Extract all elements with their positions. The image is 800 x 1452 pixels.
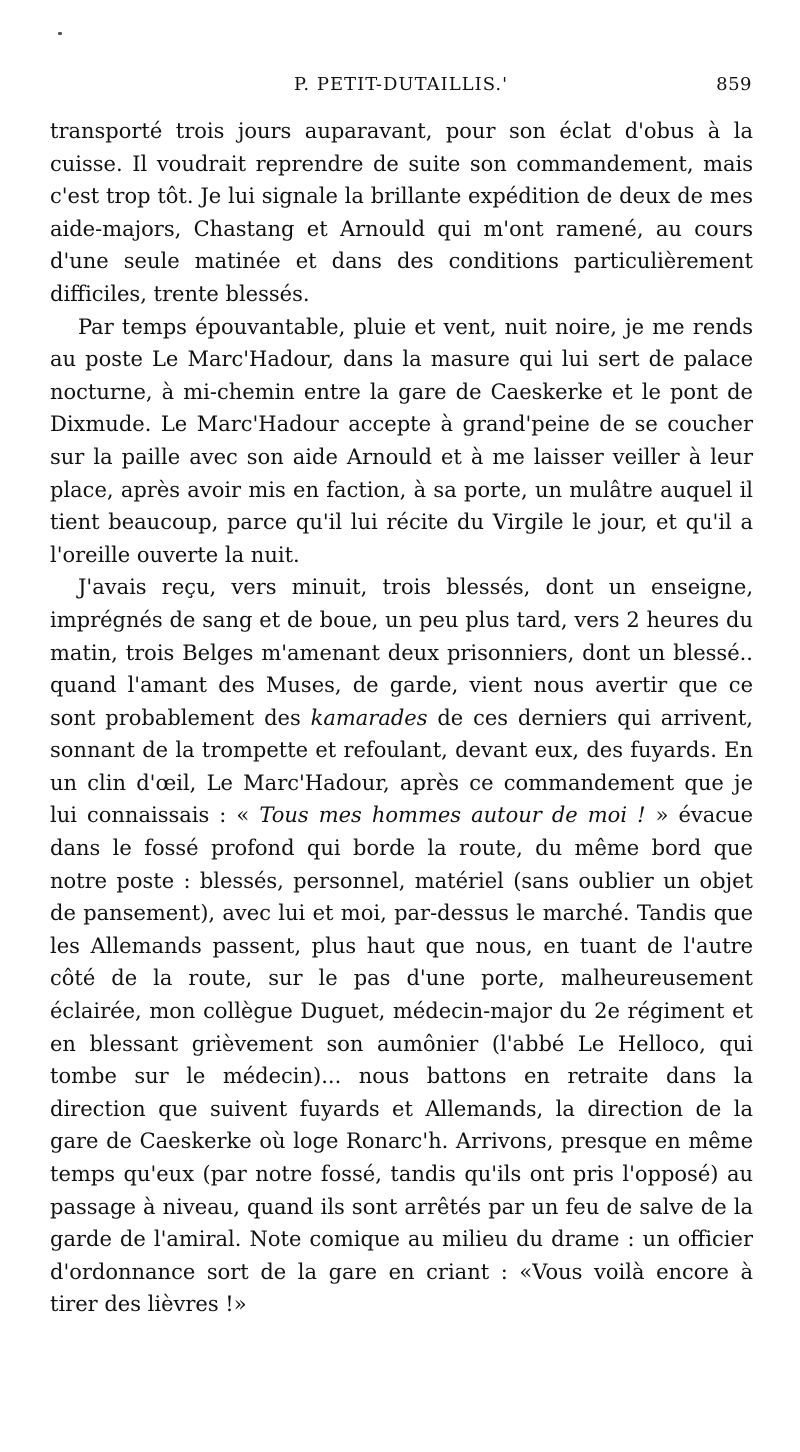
- page-number: 859: [716, 74, 752, 95]
- paragraph-1: [50, 115, 753, 311]
- paragraph-3: [50, 571, 753, 1321]
- paragraph-2-text: Par temps épouvantable, pluie et vent, nuit noire, je me rends au poste Le Marc'Hadour, dans la masure qui lui sert de palace nocturne, à mi-chemin entre la gare de Caeskerke et le pont de Dixmude. Le Marc'Hadour accepte à grand'peine de se coucher sur la paille avec son aide Arnould et à me laisser veiller à leur place, après avoir mis en faction, à sa porte, un mulâtre auquel il tient beaucoup, parce qu'il lui récite du Virgile le jour, et qu'il a l'oreille ouverte la nuit.: [50, 314, 753, 567]
- paragraph-3-text-c: » évacue dans le fossé profond qui borde la route, du même bord que notre poste : blessés, personnel, matériel (sans oublier un objet de pansement), avec lui et moi, par-dessus le marché. Tandis que les Allemands passent, plus haut que nous, en tuant de l'autre côté de la route, sur le pas d'une porte, malheureusement éclairée, mon collègue Duguet, médecin-major du 2e régiment et en blessant grièvement son aumônier (l'abbé Le Helloco, qui tombe sur le médecin)... nous battons en retraite dans la direction que suivent fuyards et Allemands, la direction de la gare de Caeskerke où loge Ronarc'h. Arrivons, presque en même temps qu'eux (par notre fossé, tandis qu'ils ont pris l'opposé) au passage à niveau, quand ils sont arrêtés par un feu de salve de la garde de l'amiral. Note comique au milieu du drame : un officier d'ordonnance sort de la gare en criant : «Vous voilà encore à tirer des lièvres !»: [50, 803, 753, 1317]
- print-speck: [58, 32, 62, 35]
- italic-command-quote: Tous mes hommes autour de moi !: [259, 803, 646, 828]
- paragraph-3-text-b: de ces derniers qui arrivent, sonnant de la trompette et refoulant, devant eux, des fuyards. En un clin d'œil, Le Marc'Hadour, après ce commandement que je lui connaissais : «: [50, 705, 753, 828]
- paragraph-2: [50, 311, 753, 572]
- paragraph-1-text: transporté trois jours auparavant, pour son éclat d'obus à la cuisse. Il voudrait reprendre de suite son commandement, mais c'est trop tôt. Je lui signale la brillante expédition de deux de mes aide-majors, Chastang et Arnould qui m'ont ramené, au cours d'une seule matinée et dans des conditions particulièrement difficiles, trente blessés.: [50, 119, 753, 306]
- body-text: [50, 115, 753, 1321]
- paragraph-3-text-a: J'avais reçu, vers minuit, trois blessés, dont un enseigne, imprégnés de sang et de boue, un peu plus tard, vers 2 heures du matin, trois Belges m'amenant deux prisonniers, dont un blessé.. quand l'amant des Muses, de garde, vient nous avertir que ce sont probablement des: [50, 575, 753, 730]
- page-header: [50, 70, 752, 102]
- italic-word-kamarades: kamarades: [310, 705, 428, 730]
- running-head: P. PETIT-DUTAILLIS.': [293, 74, 509, 95]
